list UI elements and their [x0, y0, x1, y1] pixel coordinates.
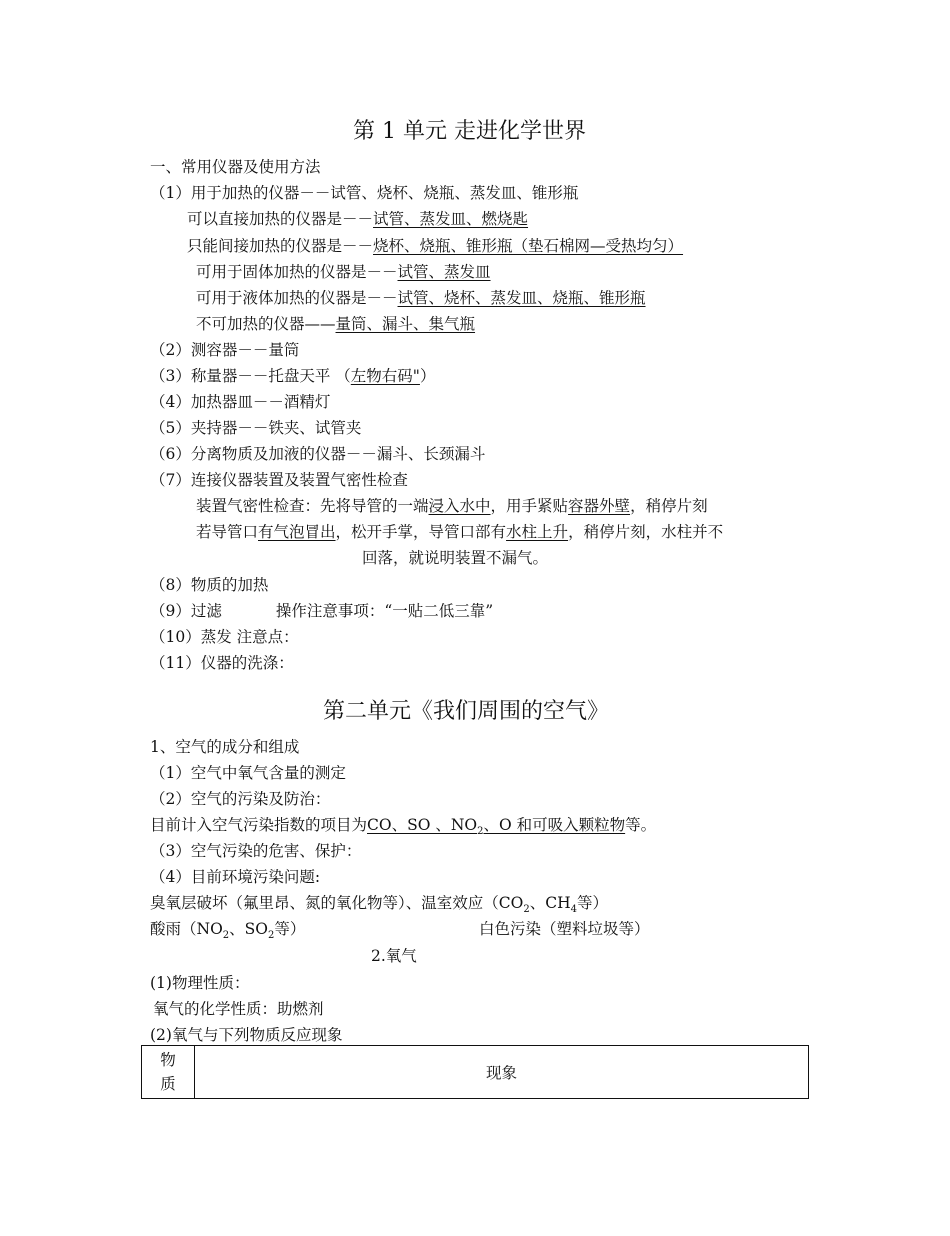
header-char: 物	[160, 1051, 176, 1069]
unit1-title: 第 1 单元 走进化学世界	[353, 119, 586, 144]
subscript: 2	[222, 930, 230, 941]
ozone-greenhouse-line	[150, 893, 608, 913]
item-funnels: （6）分离物质及加液的仪器－－漏斗、长颈漏斗	[150, 445, 486, 463]
airtightness-text: 装置气密性检查：先将导管的一端	[196, 497, 429, 515]
airtightness-answer: 有气泡冒出	[258, 523, 336, 541]
solid-heating-prefix: 可用于固体加热的仪器是－－	[196, 263, 398, 281]
acid-rain-text: 酸雨（NO	[150, 920, 223, 938]
pollution-index-answer	[367, 816, 626, 837]
item-evaporation: （10）蒸发 注意点：	[150, 628, 299, 646]
item-balance-suffix: ）	[419, 367, 436, 385]
item-filtration	[150, 601, 493, 621]
solid-heating-line	[196, 262, 491, 282]
pollution-index-suffix: 等。	[625, 816, 657, 834]
unit2-title: 第二单元《我们周围的空气》	[323, 699, 610, 724]
item-airtightness-heading: （7）连接仪器装置及装置气密性检查	[150, 471, 408, 489]
white-pollution: 白色污染（塑料垃圾等）	[479, 920, 650, 938]
item-balance-answer: 左物右码"	[350, 367, 420, 385]
pollution-index-prefix: 目前计入空气污染指数的项目为	[150, 816, 368, 834]
ozone-text: 、CH	[529, 894, 571, 912]
liquid-heating-prefix: 可用于液体加热的仪器是－－	[196, 289, 398, 307]
non-heatable-prefix: 不可加热的仪器——	[196, 315, 336, 333]
section-oxygen: 2.氧气	[371, 947, 417, 965]
header-char: 质	[160, 1075, 176, 1093]
subscript: 2	[523, 904, 530, 915]
item-chemical-properties: 氧气的化学性质：助燃剂	[153, 1000, 324, 1018]
subscript: 2	[477, 826, 484, 837]
airtightness-line-2	[196, 522, 723, 542]
pollution-items: CO、SO 、NO	[367, 816, 478, 834]
table-header-substance	[142, 1046, 195, 1099]
table-header-phenomenon: 现象	[195, 1046, 809, 1099]
non-heatable-answer: 量筒、漏斗、集气瓶	[335, 315, 476, 333]
airtightness-text: ，用手紧贴	[490, 497, 569, 515]
non-heatable-line	[196, 314, 475, 334]
item-measuring-cylinder: （2）测容器－－量筒	[150, 341, 300, 359]
pollution-index-line	[150, 815, 656, 835]
item-air-pollution: （2）空气的污染及防治：	[150, 790, 331, 808]
liquid-heating-line	[196, 288, 646, 308]
item-alcohol-lamp: （4）加热器皿－－酒精灯	[150, 393, 331, 411]
solid-heating-answer: 试管、蒸发皿	[397, 263, 491, 281]
reaction-table	[141, 1045, 809, 1099]
direct-heating-answer: 试管、蒸发皿、燃烧匙	[373, 210, 529, 228]
acid-rain-text: 等）	[274, 920, 306, 938]
airtightness-line-1	[196, 496, 708, 516]
subscript: 2	[267, 930, 275, 941]
table-header-row	[142, 1046, 809, 1099]
airtightness-answer: 浸入水中	[428, 497, 491, 515]
item-filtration-label: （9）过滤	[150, 602, 222, 620]
airtightness-line-3: 回落，就说明装置不漏气。	[362, 549, 549, 567]
item-heating-instruments: （1）用于加热的仪器－－试管、烧杯、烧瓶、蒸发皿、锥形瓶	[150, 184, 579, 202]
airtightness-answer: 水柱上升	[506, 523, 569, 541]
ozone-text: 等）	[576, 894, 608, 912]
pollution-items: 、O 和可吸入颗粒物	[483, 816, 626, 834]
item-oxygen-measure: （1）空气中氧气含量的测定	[150, 764, 346, 782]
subscript: 4	[570, 904, 577, 915]
airtightness-text: ，稍停片刻，水柱并不	[568, 523, 724, 541]
section-instruments-heading: 一、常用仪器及使用方法	[150, 158, 321, 176]
airtightness-text: ，松开手掌，导管口部有	[335, 523, 507, 541]
acid-rain-text: 、SO	[229, 920, 268, 938]
airtightness-text: ，稍停片刻	[630, 497, 708, 515]
item-balance-line	[150, 366, 435, 386]
item-oxygen-reactions: (2)氧气与下列物质反应现象	[150, 1026, 343, 1044]
item-clamps: （5）夹持器－－铁夹、试管夹	[150, 419, 362, 437]
liquid-heating-answer: 试管、烧杯、蒸发皿、烧瓶、锥形瓶	[397, 289, 646, 307]
item-filtration-notes: 操作注意事项：“一贴二低三靠”	[275, 602, 494, 620]
item-physical-properties: (1)物理性质：	[150, 974, 250, 992]
indirect-heating-line	[187, 236, 683, 256]
airtightness-answer: 容器外壁	[568, 497, 631, 515]
item-balance-prefix: （3）称量器－－托盘天平 （	[150, 367, 351, 385]
ozone-text: 臭氧层破坏（氟里昂、氮的氧化物等）、温室效应（CO	[150, 894, 524, 912]
item-washing: （11）仪器的洗涤：	[150, 654, 294, 672]
indirect-heating-prefix: 只能间接加热的仪器是－－	[187, 237, 374, 255]
airtightness-text: 若导管口	[196, 523, 259, 541]
section-air-composition: 1、空气的成分和组成	[150, 738, 300, 756]
direct-heating-prefix: 可以直接加热的仪器是－－	[187, 210, 374, 228]
item-environment-problems: （4）目前环境污染问题:	[150, 868, 321, 886]
direct-heating-line	[187, 209, 528, 229]
indirect-heating-answer: 烧杯、烧瓶、锥形瓶（垫石棉网—受热均匀）	[373, 237, 684, 255]
acid-rain-line	[150, 919, 305, 939]
item-pollution-harm: （3）空气污染的危害、保护：	[150, 842, 362, 860]
item-heating-substances: （8）物质的加热	[150, 576, 269, 594]
